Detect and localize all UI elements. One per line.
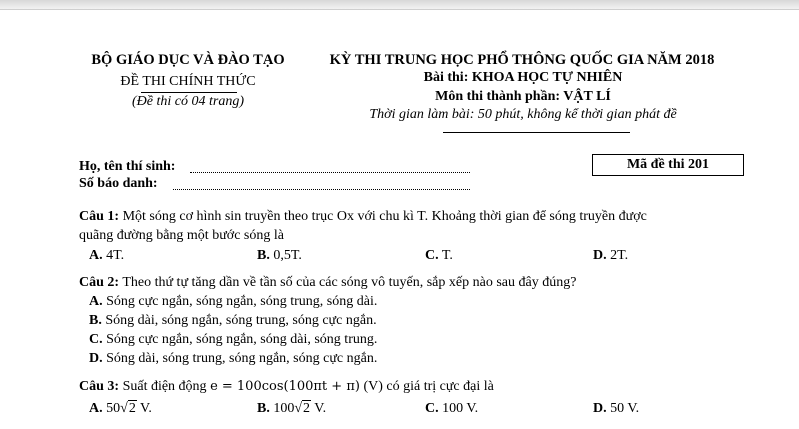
exam-time-note: Thời gian làm bài: 50 phút, không kể thời gian phát đề [369,107,677,122]
question-1-label: Câu 1: [79,209,120,224]
sqrt-symbol: √2 [120,401,136,416]
exam-code: Mã đề thi 201 [626,157,710,172]
exam-component: Môn thi thành phần: VẬT LÍ [435,89,611,104]
question-2-label: Câu 2: [79,275,120,290]
q3-option-c: C. 100 V. [425,401,479,416]
q1-option-b: B. 0,5T. [257,248,302,263]
question-1-text-line2: quãng đường bằng một bước sóng là [79,228,284,243]
q1-option-c: C. T. [425,248,453,263]
q3-option-b: B. 100√2 V. [257,401,327,416]
candidate-name-label: Họ, tên thí sinh: [79,159,176,174]
candidate-name-blank [190,172,470,173]
official-underline [141,92,237,93]
q3-option-d: D. 50 V. [593,401,640,416]
q2-option-c: C. Sóng cực ngắn, sóng ngắn, sóng dài, sóng trung. [89,332,378,347]
question-3-text-post: (V) có giá trị cực đại là [359,379,494,394]
q1-option-a: A. 4T. [89,248,125,263]
q3-option-a: A. 50√2 V. [89,401,152,416]
question-2 [79,276,576,290]
browser-top-edge [0,0,799,10]
exam-title: KỲ THI TRUNG HỌC PHỔ THÔNG QUỐC GIA NĂM 2018 [329,52,715,68]
question-3-formula: e = 100cos(100πt + π) [210,379,360,394]
candidate-id-label: Số báo danh: [79,176,158,191]
sqrt-symbol: √2 [294,401,311,416]
exam-code-box [592,154,744,176]
question-3-label: Câu 3: [79,379,120,394]
official-exam-label: ĐỀ THI CHÍNH THỨC [120,74,256,89]
ministry-name: BỘ GIÁO DỤC VÀ ĐÀO TẠO [91,52,285,68]
q1-option-d: D. 2T. [593,248,629,263]
q2-option-d: D. Sóng dài, sóng trung, sóng ngắn, sóng cực ngắn. [89,351,378,366]
question-1-text-line1: Một sóng cơ hình sin truyền theo trục Ox với chu kì T. Khoảng thời gian để sóng truyền được [122,209,647,224]
question-3 [79,380,494,394]
question-2-text: Theo thứ tự tăng dần về tần số của các sóng vô tuyến, sắp xếp nào sau đây đúng? [122,275,577,290]
exam-subject: Bài thi: KHOA HỌC TỰ NHIÊN [423,70,623,85]
q2-option-a: A. Sóng cực ngắn, sóng ngắn, sóng trung, sóng dài. [89,294,378,309]
question-3-text-pre: Suất điện động [122,379,211,394]
candidate-id-blank [173,189,470,190]
question-1 [79,210,647,224]
header-rule [443,132,630,133]
q2-option-b: B. Sóng dài, sóng ngắn, sóng trung, sóng cực ngắn. [89,313,377,328]
page-count-note: (Đề thi có 04 trang) [132,94,244,109]
